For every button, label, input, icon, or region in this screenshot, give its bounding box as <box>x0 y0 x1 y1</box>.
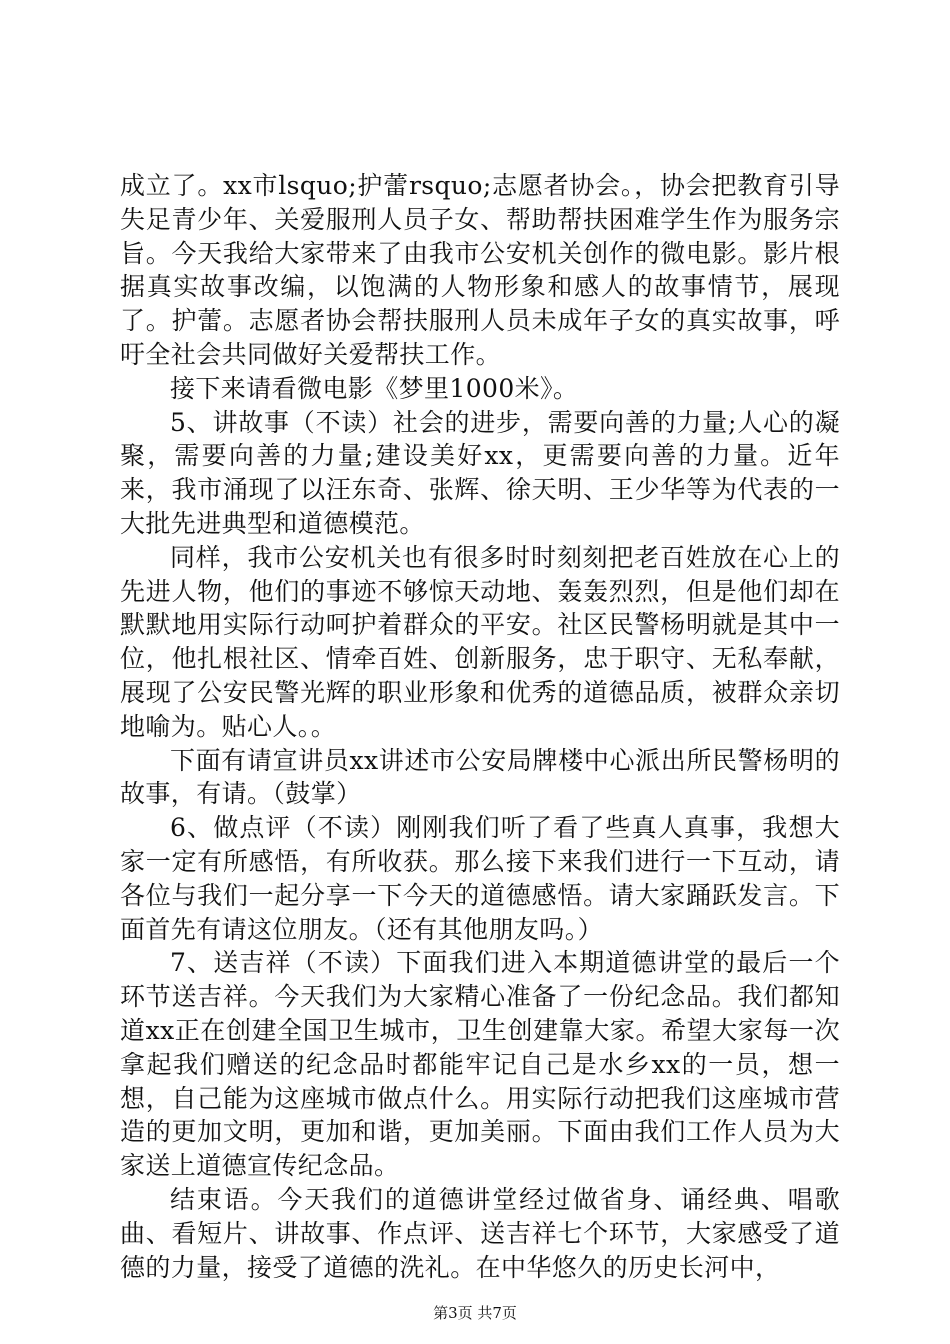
paragraph-closing: 结束语。今天我们的道德讲堂经过做省身、诵经典、唱歌曲、看短片、讲故事、作点评、送吉祥七个环节，大家感受了道德的力量，接受了道德的洗礼。在中华悠久的历史长河中， <box>120 1184 840 1282</box>
paragraph-continuation: 成立了。xx市lsquo;护蕾rsquo;志愿者协会。，协会把教育引导失足青少年、关爱服刑人员子女、帮助帮扶困难学生作为服务宗旨。今天我给大家带来了由我市公安机关创作的微电影。影片根据真实故事改编，以饱满的人物形象和感人的故事情节，展现了。护蕾。志愿者协会帮扶服刑人员未成年子女的真实故事，呼吁全社会共同做好关爱帮扶工作。 <box>120 171 840 369</box>
page-number-footer: 第3页 共7页 <box>433 1304 517 1322</box>
document-body <box>120 169 840 1284</box>
paragraph-section-5: 5、讲故事（不读）社会的进步，需要向善的力量;人心的凝聚，需要向善的力量;建设美好xx，更需要向善的力量。近年来，我市涌现了以汪东奇、张辉、徐天明、王少华等为代表的一大批先进典型和道德模范。 <box>120 407 840 538</box>
paragraph-section-6: 6、做点评（不读）刚刚我们听了看了些真人真事，我想大家一定有所感悟，有所收获。那么接下来我们进行一下互动，请各位与我们一起分享一下今天的道德感悟。请大家踊跃发言。下面首先有请这位朋友。（还有其他朋友吗。） <box>120 813 840 944</box>
paragraph-section-7: 7、送吉祥（不读）下面我们进入本期道德讲堂的最后一个环节送吉祥。今天我们为大家精心准备了一份纪念品。我们都知道xx正在创建全国卫生城市，卫生创建靠大家。希望大家每一次拿起我们赠送的纪念品时都能牢记自己是水乡xx的一员，想一想，自己能为这座城市做点什么。用实际行动把我们这座城市营造的更加文明，更加和谐，更加美丽。下面由我们工作人员为大家送上道德宣传纪念品。 <box>120 948 840 1181</box>
paragraph-police-story: 同样，我市公安机关也有很多时时刻刻把老百姓放在心上的先进人物，他们的事迹不够惊天动地、轰轰烈烈，但是他们却在默默地用实际行动呵护着群众的平安。社区民警杨明就是其中一位，他扎根社区、情牵百姓、创新服务，忠于职守、无私奉献，展现了公安民警光辉的职业形象和优秀的道德品质，被群众亲切地喻为。贴心人。。 <box>120 542 840 741</box>
paragraph-movie-intro: 接下来请看微电影《梦里1000米》。 <box>170 373 579 403</box>
paragraph-speaker-invite: 下面有请宣讲员xx讲述市公安局牌楼中心派出所民警杨明的故事，有请。（鼓掌） <box>120 745 840 809</box>
